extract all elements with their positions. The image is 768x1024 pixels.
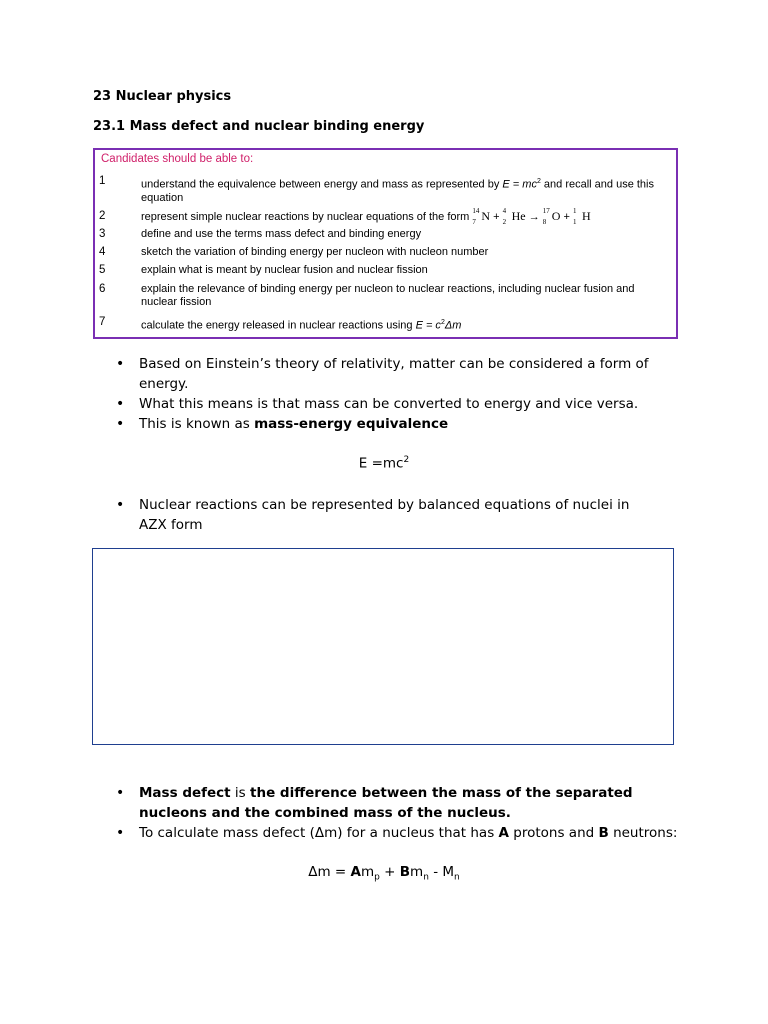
hydrogen-nuclide: 1 1 H bbox=[573, 207, 591, 226]
mass-defect-equation: $\Delta m = Am_p + Bm_n - M_n$ bbox=[308, 864, 460, 883]
objective-number: 5 bbox=[99, 264, 106, 276]
bullet-text: Based on Einstein’s theory of relativity, matter can be considered a form of energy. bbox=[139, 356, 649, 392]
objective-text: define and use the terms mass defect and binding energy bbox=[141, 228, 422, 240]
mass-energy-equation: $E =mc^2$ bbox=[358, 455, 410, 472]
objective-text: understand the equivalence between energy and mass as represented by $E = mc^2$ and recall and use this equation bbox=[141, 178, 654, 204]
oxygen-nuclide: 17 8 O bbox=[542, 207, 561, 226]
bullet-icon: • bbox=[116, 416, 125, 432]
bullet-icon: • bbox=[116, 356, 125, 372]
bullet-text: Mass defect is the difference between the mass of the separated nucleons and the combined mass of the nucleus. bbox=[139, 785, 633, 821]
nitrogen-nuclide: 14 7 N bbox=[472, 207, 491, 226]
bullet-icon: • bbox=[116, 785, 125, 801]
bullet-text: To calculate mass defect (Δm) for a nucleus that has A protons and B neutrons: bbox=[139, 825, 678, 841]
bullet-text: This is known as mass-energy equivalence bbox=[139, 416, 449, 432]
objective-text: explain the relevance of binding energy per nucleon to nuclear reactions, including nuclear fusion and nuclear fission bbox=[141, 283, 635, 308]
bullet-icon: • bbox=[116, 497, 125, 513]
syllabus-box bbox=[93, 148, 678, 339]
objective-text: explain what is meant by nuclear fusion and nuclear fission bbox=[141, 264, 428, 276]
section-heading: 23 Nuclear physics bbox=[93, 89, 232, 104]
objective-text: represent simple nuclear reactions by nuclear equations of the form 14 7 N + 4 2 He → 17 8 O + 1 1 H bbox=[141, 207, 591, 226]
objective-number: 4 bbox=[99, 246, 106, 258]
subsection-heading: 23.1 Mass defect and nuclear binding energy bbox=[93, 119, 425, 134]
objective-number: 6 bbox=[99, 283, 106, 295]
answer-box bbox=[92, 548, 674, 745]
helium-nuclide: 4 2 He bbox=[502, 207, 526, 226]
objective-text: sketch the variation of binding energy per nucleon with nucleon number bbox=[141, 246, 489, 258]
bullet-icon: • bbox=[116, 825, 125, 841]
objective-number: 2 bbox=[99, 210, 106, 222]
syllabus-intro: Candidates should be able to: bbox=[101, 153, 254, 165]
objective-number: 1 bbox=[99, 175, 106, 187]
bullet-text: Nuclear reactions can be represented by balanced equations of nuclei in AZX form bbox=[139, 497, 630, 533]
objective-number: 3 bbox=[99, 228, 106, 240]
objective-number: 7 bbox=[99, 316, 106, 328]
objective-text: calculate the energy released in nuclear reactions using $E = c^2\Delta m$ bbox=[141, 319, 462, 332]
bullet-text: What this means is that mass can be converted to energy and vice versa. bbox=[139, 396, 639, 412]
bullet-icon: • bbox=[116, 396, 125, 412]
